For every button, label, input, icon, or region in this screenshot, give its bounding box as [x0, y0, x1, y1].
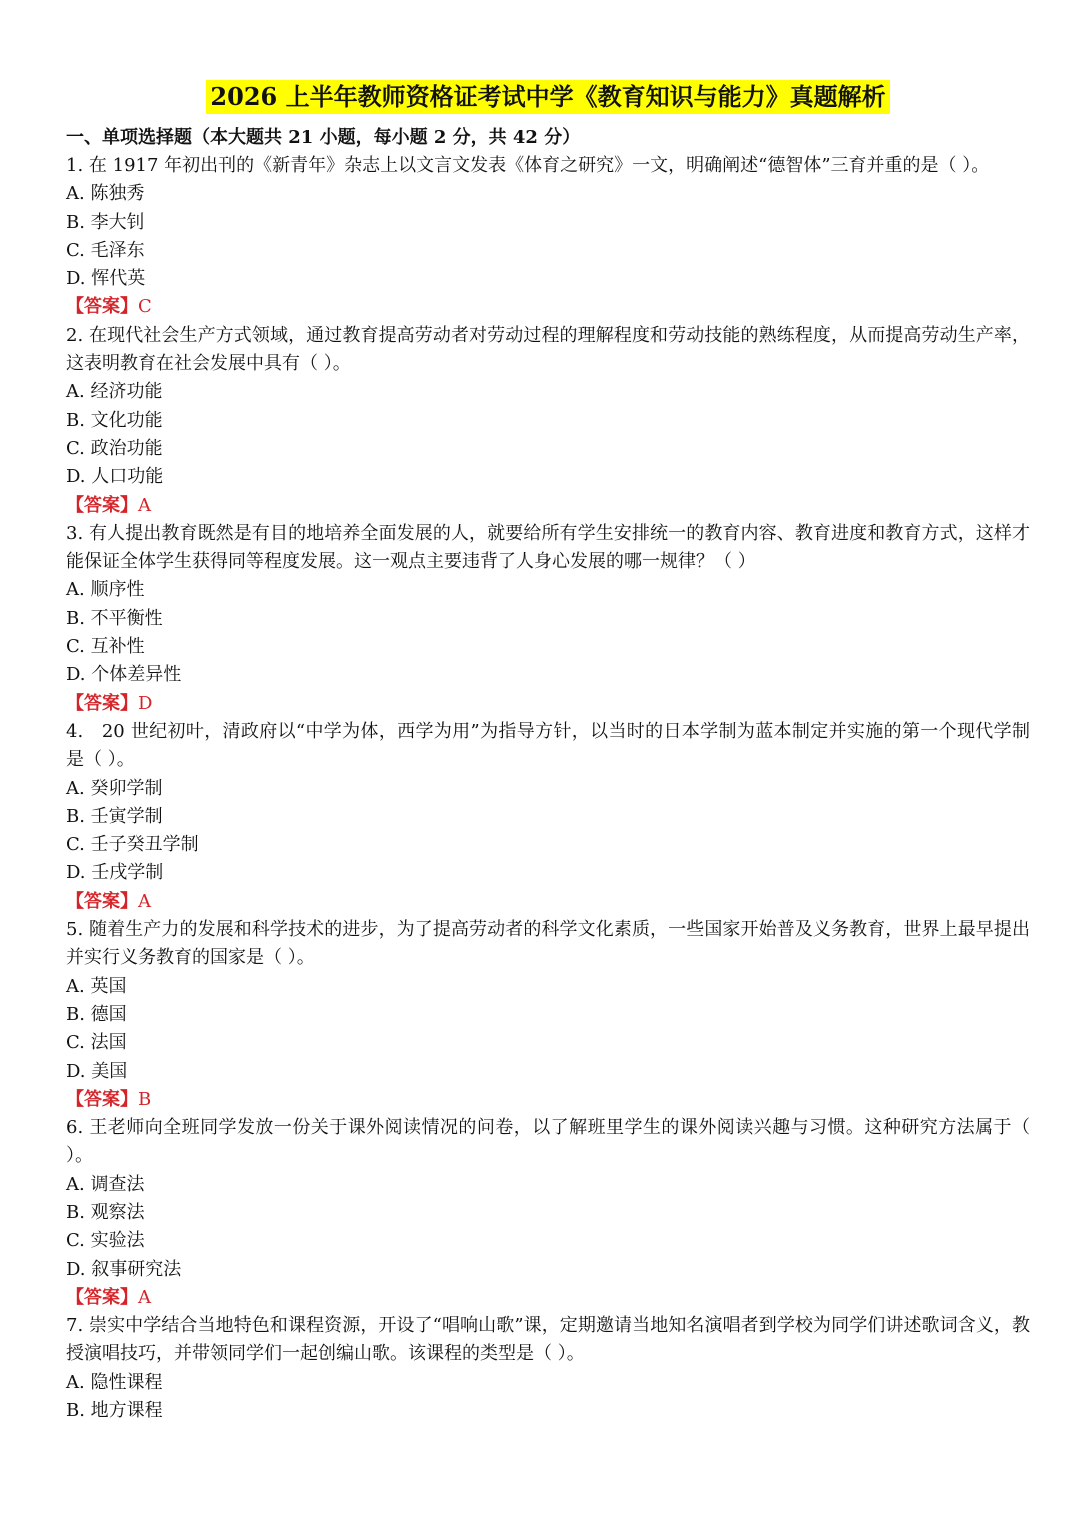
- answer-line: [66, 293, 1030, 321]
- answer-label: 【答案】: [66, 296, 138, 318]
- answer-label: 【答案】: [66, 1088, 138, 1110]
- option-a: A. 癸卯学制: [66, 777, 163, 799]
- question-stem: 1. 在 1917 年初出刊的《新青年》杂志上以文言文发表《体育之研究》一文，明确阐述“德智体”三育并重的是（ ）。: [66, 155, 990, 176]
- option-a: A. 英国: [66, 975, 127, 997]
- answer-label: 【答案】: [66, 494, 138, 516]
- answer-line: [66, 888, 1030, 916]
- answer-line: [66, 1284, 1030, 1312]
- answer-line: [66, 1086, 1030, 1114]
- option-a: A. 隐性课程: [66, 1371, 163, 1393]
- option-a: A. 陈独秀: [66, 183, 145, 205]
- answer-value: A: [138, 494, 151, 516]
- answer-label: 【答案】: [66, 1286, 138, 1308]
- option-d: D. 美国: [66, 1060, 128, 1082]
- question-stem: 2. 在现代社会生产方式领域，通过教育提高劳动者对劳动过程的理解程度和劳动技能的熟练程度，从而提高劳动生产率，这表明教育在社会发展中具有（ ）。: [66, 324, 1030, 375]
- question-1: [66, 152, 1030, 322]
- answer-label: 【答案】: [66, 692, 138, 714]
- option-a: A. 顺序性: [66, 579, 145, 601]
- question-stem: 3. 有人提出教育既然是有目的地培养全面发展的人，就要给所有学生安排统一的教育内容、教育进度和教育方式，这样才能保证全体学生获得同等程度发展。这一观点主要违背了人身心发展的哪一规律？（ ）: [66, 522, 1030, 573]
- option-d: D. 叙事研究法: [66, 1258, 182, 1280]
- option-b: B. 文化功能: [66, 409, 163, 431]
- question-2: [66, 322, 1030, 520]
- answer-line: [66, 690, 1030, 718]
- title-wrapper: [66, 80, 1030, 114]
- option-b: B. 壬寅学制: [66, 805, 163, 827]
- question-5: [66, 916, 1030, 1114]
- option-d: D. 恽代英: [66, 268, 146, 290]
- option-c: C. 政治功能: [66, 437, 163, 459]
- option-b: B. 李大钊: [66, 211, 145, 233]
- option-a: A. 调查法: [66, 1173, 145, 1195]
- answer-value: A: [138, 890, 151, 912]
- option-c: C. 壬子癸丑学制: [66, 834, 199, 856]
- option-c: C. 毛泽东: [66, 239, 145, 261]
- option-b: B. 观察法: [66, 1201, 145, 1223]
- question-3: [66, 520, 1030, 718]
- question-4: [66, 718, 1030, 916]
- option-b: B. 地方课程: [66, 1400, 163, 1422]
- question-7: [66, 1312, 1030, 1425]
- question-6: [66, 1114, 1030, 1312]
- answer-value: A: [138, 1286, 151, 1308]
- option-d: D. 个体差异性: [66, 664, 182, 686]
- question-stem: 5. 随着生产力的发展和科学技术的进步，为了提高劳动者的科学文化素质，一些国家开始普及义务教育，世界上最早提出并实行义务教育的国家是（ ）。: [66, 919, 1030, 969]
- question-stem: 4. 20 世纪初叶，清政府以“中学为体，西学为用”为指导方针，以当时的日本学制为蓝本制定并实施的第一个现代学制是（ ）。: [66, 720, 1030, 771]
- option-d: D. 人口功能: [66, 466, 164, 488]
- answer-label: 【答案】: [66, 890, 138, 912]
- document-title: 2026 上半年教师资格证考试中学《教育知识与能力》真题解析: [206, 80, 889, 114]
- question-stem: 7. 崇实中学结合当地特色和课程资源，开设了“唱响山歌”课，定期邀请当地知名演唱者到学校为同学们讲述歌词含义，教授演唱技巧，并带领同学们一起创编山歌。该课程的类型是（ ）。: [66, 1315, 1030, 1365]
- answer-line: [66, 492, 1030, 520]
- option-d: D. 壬戌学制: [66, 862, 164, 884]
- option-b: B. 不平衡性: [66, 607, 163, 629]
- option-b: B. 德国: [66, 1003, 127, 1025]
- answer-value: B: [138, 1088, 152, 1110]
- answer-value: C: [138, 296, 152, 318]
- question-stem: 6. 王老师向全班同学发放一份关于课外阅读情况的问卷，以了解班里学生的课外阅读兴趣与习惯。这种研究方法属于（ ）。: [66, 1117, 1030, 1167]
- section-heading: 一、单项选择题（本大题共 21 小题，每小题 2 分，共 42 分）: [66, 127, 581, 148]
- option-a: A. 经济功能: [66, 381, 163, 403]
- option-c: C. 实验法: [66, 1230, 145, 1252]
- option-c: C. 互补性: [66, 636, 145, 658]
- answer-value: D: [138, 692, 153, 714]
- option-c: C. 法国: [66, 1032, 127, 1054]
